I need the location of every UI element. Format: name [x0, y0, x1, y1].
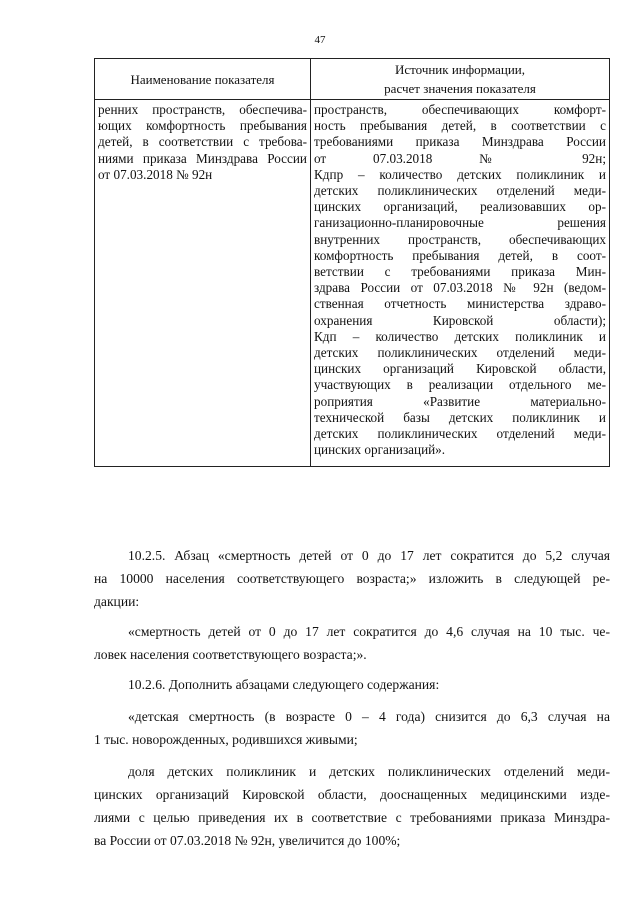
text-line: на 10000 населения соответствующего возраста;» изложить в следующей ре- — [94, 571, 610, 586]
text-line: Кдпр – количество детских поликлиник и — [314, 166, 606, 182]
table-row — [95, 100, 610, 467]
text-line: детских поликлинических отделений меди- — [314, 426, 606, 442]
text-line: ловек населения соответствующего возраста;». — [94, 647, 367, 662]
text-line: детских поликлинических отделений меди- — [314, 345, 606, 361]
text-line: детских поликлинических отделений меди- — [314, 183, 606, 199]
text-line: здрава России от 07.03.2018 № 92н (ведом- — [314, 280, 606, 296]
text-line: ганизационно-планировочные решения — [314, 215, 606, 231]
text-line: доля детских поликлиник и детских поликлинических отделений меди- — [128, 764, 610, 779]
page-number: 47 — [314, 34, 326, 46]
text-line: ниями приказа Минздрава России — [98, 150, 307, 166]
text-line: пространств, обеспечивающих комфорт- — [314, 102, 606, 117]
paragraph-clinics-share — [94, 760, 610, 852]
text-line: 1 тыс. новорожденных, родившихся живыми; — [94, 732, 358, 747]
text-line: цинских организаций Кировской области, — [314, 361, 606, 377]
indicator-name-text — [97, 100, 308, 191]
table-header-row — [95, 59, 610, 100]
text-line: ющих комфортность пребывания — [98, 118, 307, 134]
text-line: лиями с целью приведения их в соответствие с требованиями приказа Минздра- — [94, 810, 610, 825]
text-line: «детская смертность (в возрасте 0 – 4 года) снизится до 6,3 случая на — [128, 709, 610, 724]
text-line: цинских организаций, реализовавших ор- — [314, 199, 606, 215]
text-line: ственная отчетность министерства здраво- — [314, 296, 606, 312]
text-line: технической базы детских поликлиник и — [314, 409, 606, 425]
text-line: ренних пространств, обеспечива- — [98, 102, 307, 117]
cell-source-calculation — [311, 100, 610, 467]
text-line: 10.2.5. Абзац «смертность детей от 0 до 17 лет сократится до 5,2 случая — [128, 548, 610, 563]
text-line: ва России от 07.03.2018 № 92н, увеличится до 100%; — [94, 833, 401, 848]
document-body — [94, 544, 610, 852]
header-source-line1: Источник информации, — [394, 62, 526, 77]
header-indicator-name: Наименование показателя — [95, 59, 311, 100]
paragraph-child-mortality — [94, 705, 610, 751]
text-line: внутренних пространств, обеспечивающих — [314, 231, 606, 247]
source-calculation-text — [313, 100, 607, 466]
text-line: требованиями приказа Минздрава России — [314, 134, 606, 150]
text-line: «смертность детей от 0 до 17 лет сократится до 4,6 случая на 10 тыс. че- — [128, 624, 610, 639]
text-line: комфортность пребывания детей, в соот- — [314, 247, 606, 263]
text-line: цинских организаций». — [314, 442, 446, 458]
paragraph-amended-text — [94, 620, 610, 666]
text-line: цинских организаций Кировской области, дооснащенных медицинскими изде- — [94, 787, 610, 802]
text-line: детей, в соответствии с требова- — [98, 134, 307, 150]
cell-indicator-name — [95, 100, 311, 467]
paragraph-10-2-6 — [94, 673, 610, 696]
paragraph-10-2-5 — [94, 544, 610, 613]
text-line: охранения Кировской области); — [314, 312, 606, 328]
text-line: роприятия «Развитие материально- — [314, 393, 606, 409]
text-line: участвующих в реализации отдельного ме- — [314, 377, 606, 393]
text-line: ветствии с требованиями приказа Мин- — [314, 264, 606, 280]
indicator-table — [94, 58, 610, 467]
text-line: Кдп – количество детских поликлиник и — [314, 328, 606, 344]
text-line: 10.2.6. Дополнить абзацами следующего содержания: — [128, 677, 440, 692]
text-line: от 07.03.2018 № 92н; — [314, 150, 606, 166]
text-line: дакции: — [94, 594, 140, 609]
header-source-line2: расчет значения показателя — [384, 81, 536, 96]
text-line: ность пребывания детей, в соответствии с — [314, 118, 606, 134]
text-line: от 07.03.2018 № 92н — [98, 166, 213, 182]
header-source-calculation — [311, 59, 610, 100]
